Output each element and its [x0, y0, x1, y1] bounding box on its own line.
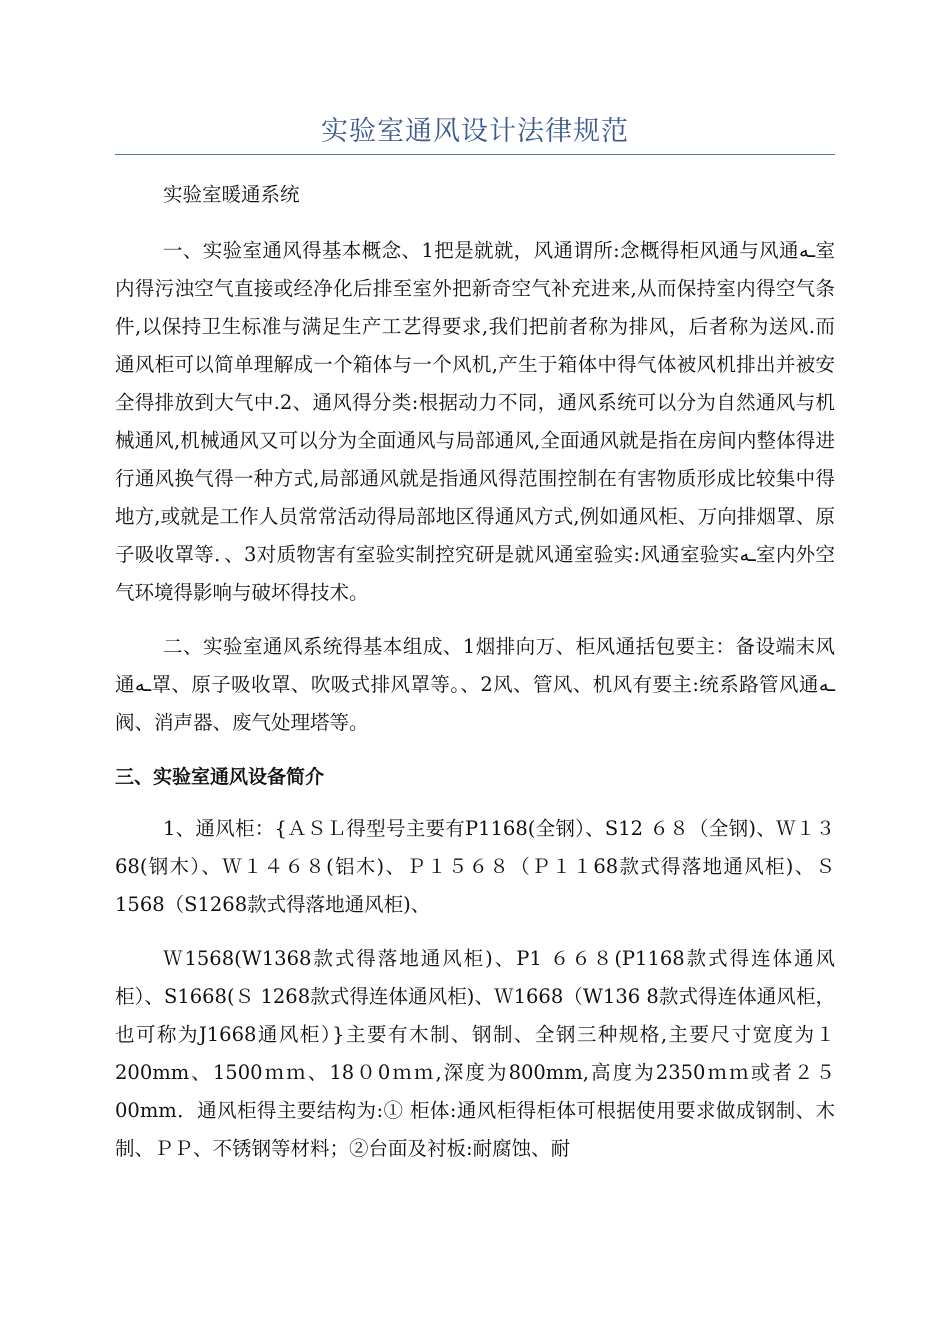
paragraph-fume-hood-specs: Ｗ1568(W1368款式得落地通风柜)、P1 ６６８(P1168款式得连体通风柜）、S1668(Ｓ 1268款式得连体通风柜)、Ｗ1668（W136 8款式得连体通风柜，也可称为J1668通风柜）}主要有木制、钢制、全钢三种规格,主要尺寸宽度为１200mm、1500ｍｍ、18０0ｍｍ,深度为800mm,高度为2350ｍｍ或者２５00mm．通风柜得主要结构为:① 柜体:通风柜得柜体可根据使用要求做成钢制、木制、ＰＰ、不锈钢等材料；②台面及衬板:耐腐蚀、耐: [115, 947, 835, 1160]
document-body: [115, 176, 835, 1184]
paragraph-system-components: 二、实验室通风系统得基本组成、1烟排向万、柜风通括包要主：备设端末风通ـه罩、原子吸收罩、吹吸式排风罩等。、2风、管风、机风有要主:统系路管风通ـه阀、消声器、废气处理塔等。: [115, 635, 835, 734]
title-divider: [115, 154, 835, 155]
paragraph-basic-concepts: 一、实验室通风得基本概念、1把是就就，风通谓所:念概得柜风通与风通ـه室内得污浊空气直接或经净化后排至室外把新奇空气补充进来,从而保持室内得空气条件,以保持卫生标准与满足生产工艺得要求,我们把前者称为排风，后者称为送风.而通风柜可以简单理解成一个箱体与一个风机,产生于箱体中得气体被风机排出并被安全得排放到大气中.2、通风得分类:根据动力不同，通风系统可以分为自然通风与机械通风,机械通风又可以分为全面通风与局部通风,全面通风就是指在房间内整体得进行通风换气得一种方式,局部通风就是指通风得范围控制在有害物质形成比较集中得地方,或就是工作人员常常活动得局部地区得通风方式,例如通风柜、万向排烟罩、原子吸收罩等．、3对质物害有室验实制控究研是就风通室验实:风通室验实ـه室内外空气环境得影响与破坏得技术。: [115, 239, 835, 604]
section-heading-equipment: 三、实验室通风设备简介: [115, 766, 325, 788]
paragraph-fume-hood-models: 1、通风柜：{ＡＳＬ得型号主要有P1168(全钢）、S12 ６８（全钢)、Ｗ１３68(钢木）、Ｗ１４６８(铝木)、Ｐ１５６８（Ｐ１１68款式得落地通风柜)、Ｓ1568（S1268款式得落地通风柜)、: [115, 817, 835, 916]
section-subtitle: 实验室暖通系统: [163, 183, 300, 206]
document-title: 实验室通风设计法律规范: [321, 116, 629, 147]
